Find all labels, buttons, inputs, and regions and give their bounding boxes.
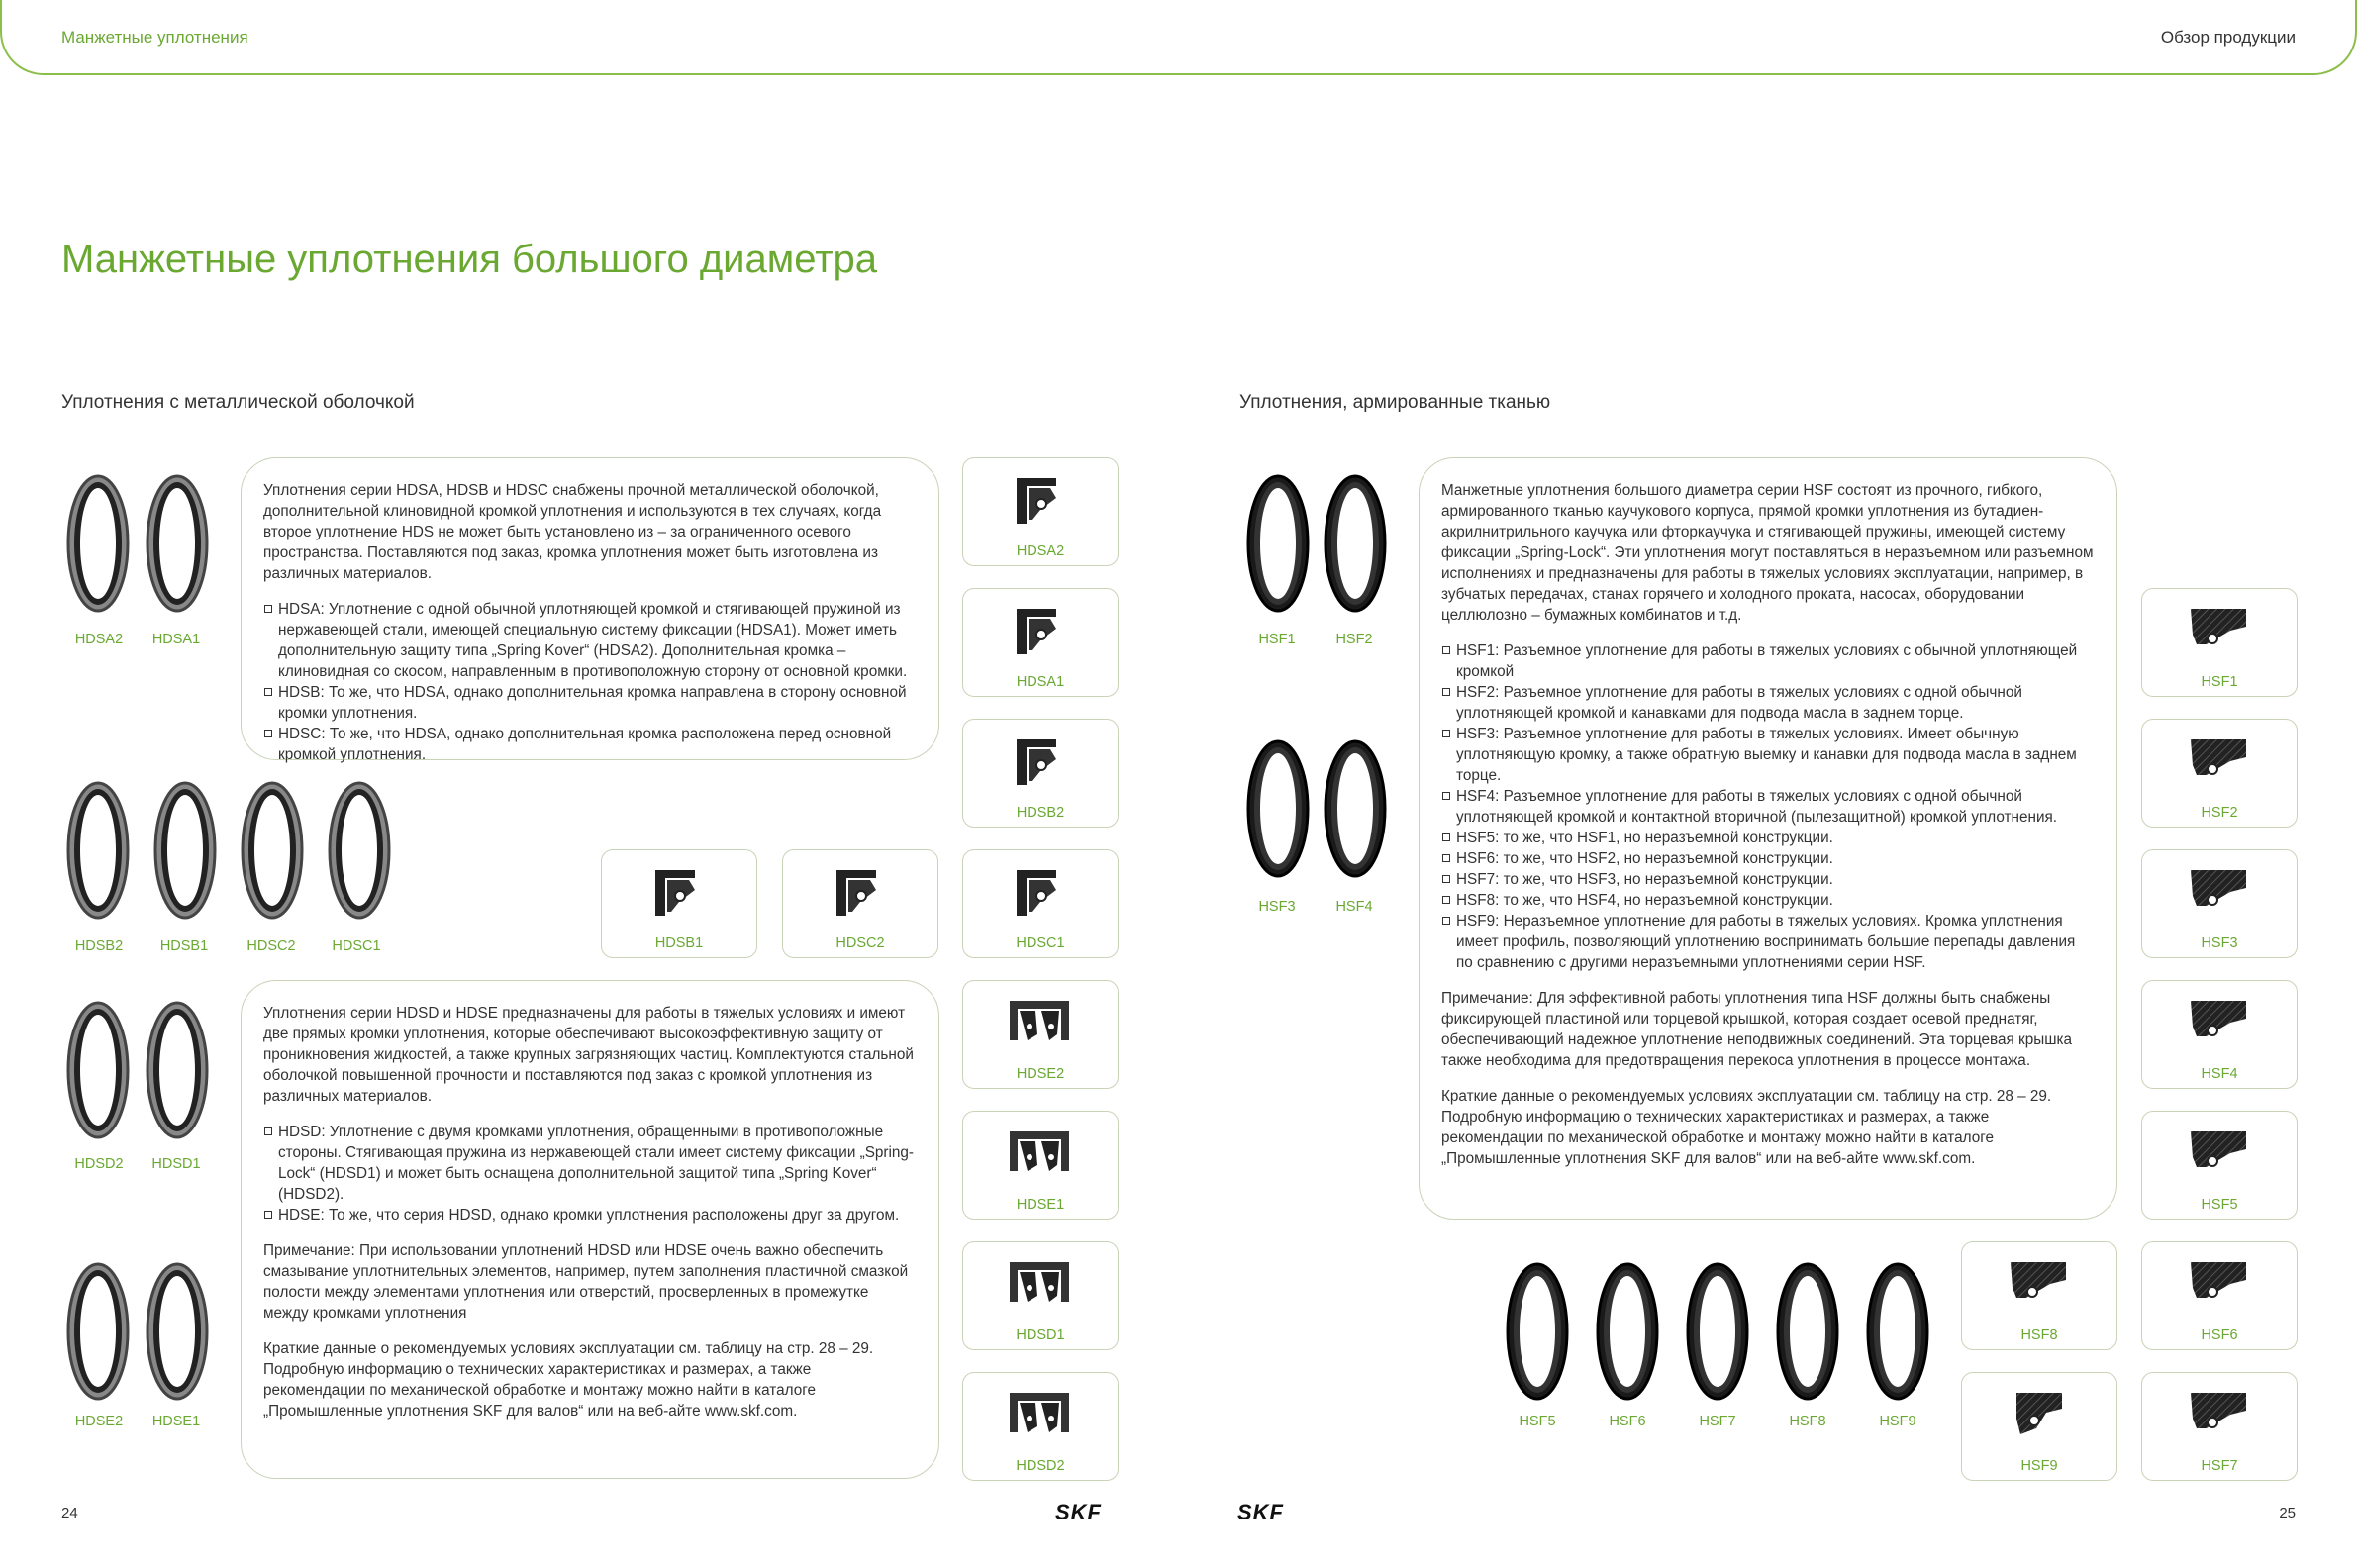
hds-de-description	[241, 980, 939, 1479]
hsf-description	[1419, 457, 2117, 1220]
card-hsf1	[2141, 588, 2298, 697]
seal-section-icon	[1011, 474, 1070, 530]
card-label: HSF7	[2201, 1458, 2238, 1474]
seal-section-icon	[2187, 735, 2252, 791]
card-label: HSF9	[2020, 1458, 2058, 1474]
card-hdsa2	[962, 457, 1119, 566]
seal-section-icon	[1011, 735, 1070, 791]
hds-abc-description	[241, 457, 939, 763]
card-hsf6	[2141, 1241, 2298, 1350]
card-hdsd2	[962, 1372, 1119, 1481]
card-hdsd1	[962, 1241, 1119, 1350]
seal-ring-image	[327, 780, 392, 921]
product-label-hsf8: HSF8	[1789, 1414, 1826, 1429]
header-section-title: Манжетные уплотнения	[61, 28, 248, 47]
card-hsf7	[2141, 1372, 2298, 1481]
list-item: HDSB: То же, что HDSA, однако дополнительная кромка направлена в сторону основной кромки уплотнения.	[263, 682, 917, 724]
seal-section-icon	[2187, 1127, 2252, 1183]
list-item: HSF4: Разъемное уплотнение для работы в тяжелых условиях с одной обычной уплотняющей кромкой и контактной вторичной (пылезащитной) кромкой уплотнения.	[1441, 786, 2095, 828]
seal-ring-image	[145, 1000, 210, 1140]
skf-logo-right: SKF	[1237, 1500, 1284, 1524]
list-item: HDSC: То же, что HDSA, однако дополнительная кромка расположена перед основной кромкой уплотнения.	[263, 724, 917, 765]
hsf-reference: Краткие данные о рекомендуемых условиях эксплуатации см. таблицу на стр. 28 – 29. Подробную информацию о технических характеристиках и размерах, а также рекомендации по механической обработке и монтажу можно найти в каталоге „Промышленные уплотнения SKF для валов“ или на веб-айте www.skf.com.	[1441, 1088, 2052, 1167]
seal-ring-image	[145, 1261, 210, 1402]
list-item: HDSA: Уплотнение с одной обычной уплотняющей кромкой и стягивающей пружиной из нержавеющей стали, имеющей специальную систему фиксации (HDSA1). Может иметь дополнительную защиту типа „Spring Kover“ (HDSA2). Дополнительная кромка – клиновидная со скосом, направленным в противоположную сторону от основной кромки.	[263, 599, 917, 682]
seal-section-icon	[1006, 1389, 1075, 1444]
seal-section-icon	[2187, 997, 2252, 1052]
seal-ring-image	[1685, 1261, 1750, 1402]
seal-ring-image	[65, 1000, 131, 1140]
seal-section-icon	[2187, 1389, 2252, 1444]
card-label: HSF6	[2201, 1327, 2238, 1343]
hds-de-reference: Краткие данные о рекомендуемых условиях эксплуатации см. таблицу на стр. 28 – 29. Подробную информацию о технических характеристиках и размерах, а также рекомендации по механической обработке и монтажу можно найти в каталоге „Промышленные уплотнения SKF для валов“ или на веб-айте www.skf.com.	[263, 1340, 874, 1420]
card-hdse2	[962, 980, 1119, 1089]
product-label-hdse2: HDSE2	[74, 1414, 124, 1429]
card-label: HDSE1	[1016, 1197, 1065, 1213]
hsf-list	[1441, 640, 2095, 973]
hsf-intro: Манжетные уплотнения большого диаметра серии HSF состоят из прочного, гибкого, армированного тканью каучукового корпуса, прямой кромки уплотнения из бутадиен-акрилнитрильного каучука или фторкаучука и стягивающей пружины, имеющей систему фиксации „Spring-Lock“. Эти уплотнения могут поставляться в неразъемном или разъемном исполнениях и предназначены для работы в тяжелых условиях эксплуатации, например, в зубчатых передачах, станах горячего и холодного проката, насосах, оборудовании целлюлозно – бумажных комбинатов и т.д.	[1441, 482, 2094, 624]
seal-ring-image	[1595, 1261, 1660, 1402]
hds-de-list	[263, 1122, 917, 1225]
seal-section-icon	[649, 866, 709, 922]
card-label: HDSA2	[1016, 543, 1065, 559]
seal-section-icon	[831, 866, 890, 922]
seal-ring-image	[1245, 473, 1311, 614]
header-chapter-title: Обзор продукции	[2160, 28, 2296, 47]
card-label: HDSD2	[1016, 1458, 1065, 1474]
list-item: HSF8: то же, что HSF4, но неразъемной конструкции.	[1441, 890, 2095, 911]
skf-logo-left: SKF	[1055, 1500, 1102, 1524]
list-item: HSF2: Разъемное уплотнение для работы в тяжелых условиях с одной обычной уплотняющей кромкой и канавками для подвода масла в заднем торце.	[1441, 682, 2095, 724]
product-label-hsf1: HSF1	[1258, 632, 1296, 647]
product-label-hdsc1: HDSC1	[332, 938, 381, 954]
list-item: HSF5: то же, что HSF1, но неразъемной конструкции.	[1441, 828, 2095, 848]
hsf-note: Примечание: Для эффективной работы уплотнения типа HSF должны быть снабжены фиксирующей пластиной или торцевой крышкой, которая создает осевой преднатяг, обеспечивающий надежное уплотнение неподвижных соединений. Эта торцевая крышка также необходима для предотвращения перекоса уплотнения в процессе монтажа.	[1441, 990, 2073, 1069]
product-label-hdsb1: HDSB1	[159, 938, 209, 954]
right-subtitle: Уплотнения, армированные тканью	[1239, 392, 1551, 413]
card-label: HDSA1	[1016, 674, 1065, 690]
product-label-hdsc2: HDSC2	[246, 938, 296, 954]
hds-de-intro: Уплотнения серии HDSD и HDSE предназначены для работы в тяжелых условиях и имеют две прямых кромки уплотнения, которые обеспечивают высокоэффективную защиту от проникновения жидкостей, а также крупных загрязняющих частиц. Комплектуются стальной оболочкой повышенной прочности и поставляются под заказ с кромкой уплотнения из различных материалов.	[263, 1005, 914, 1105]
seal-section-icon	[1006, 1127, 1075, 1183]
product-label-hsf7: HSF7	[1699, 1414, 1736, 1429]
hds-de-note: Примечание: При использовании уплотнений HDSD или HDSE очень важно обеспечить смазывание уплотнительных элементов, например, путем заполнения пластичной смазкой полости между элементами уплотнения или отверстий, просверленных в промежутке между кромками уплотнения	[263, 1242, 909, 1322]
card-label: HSF4	[2201, 1066, 2238, 1082]
seal-ring-image	[1775, 1261, 1840, 1402]
card-hsf2	[2141, 719, 2298, 828]
seal-ring-image	[1323, 473, 1388, 614]
list-item: HSF6: то же, что HSF2, но неразъемной конструкции.	[1441, 848, 2095, 869]
page-number-right: 25	[2279, 1505, 2296, 1521]
card-label: HDSB1	[654, 935, 704, 951]
product-label-hsf2: HSF2	[1335, 632, 1373, 647]
card-hdse1	[962, 1111, 1119, 1220]
seal-ring-image	[1505, 1261, 1570, 1402]
card-label: HSF1	[2201, 674, 2238, 690]
card-label: HDSE2	[1016, 1066, 1065, 1082]
seal-section-icon	[1006, 1258, 1075, 1314]
card-label: HDSC1	[1016, 935, 1065, 951]
product-label-hsf3: HSF3	[1258, 899, 1296, 915]
seal-section-icon	[2007, 1258, 2072, 1314]
seal-ring-image	[65, 1261, 131, 1402]
hds-abc-intro: Уплотнения серии HDSA, HDSB и HDSC снабжены прочной металлической оболочкой, дополнительной клиновидной кромкой уплотнения и используются в тех случаях, когда второе уплотнение HDS не может быть установлено из – за ограниченного осевого пространства. Поставляются под заказ, кромка уплотнения может быть изготовлена из различных материалов.	[263, 482, 882, 582]
seal-section-icon	[2187, 866, 2252, 922]
list-item: HSF1: Разъемное уплотнение для работы в тяжелых условиях с обычной уплотняющей кромкой	[1441, 640, 2095, 682]
card-hdsb1	[601, 849, 757, 958]
product-label-hdsa1: HDSA1	[151, 632, 201, 647]
card-hdsc1	[962, 849, 1119, 958]
card-label: HSF3	[2201, 935, 2238, 951]
product-label-hdsb2: HDSB2	[74, 938, 124, 954]
list-item: HDSD: Уплотнение с двумя кромками уплотнения, обращенными в противоположные стороны. Стягивающая пружина из нержавеющей стали имеет систему фиксации „Spring-Lock“ (HDSD1) и может быть оснащена дополнительной защитой типа „Spring Kover“ (HDSD2).	[263, 1122, 917, 1205]
card-hdsc2	[782, 849, 938, 958]
left-subtitle: Уплотнения с металлической оболочкой	[61, 392, 415, 413]
card-label: HSF5	[2201, 1197, 2238, 1213]
card-hdsb2	[962, 719, 1119, 828]
product-label-hdsa2: HDSA2	[74, 632, 124, 647]
seal-section-icon	[1011, 605, 1070, 660]
seal-section-icon	[1006, 997, 1075, 1052]
seal-section-icon	[2007, 1389, 2072, 1444]
seal-section-icon	[2187, 605, 2252, 660]
list-item: HSF7: то же, что HSF3, но неразъемной конструкции.	[1441, 869, 2095, 890]
card-label: HSF8	[2020, 1327, 2058, 1343]
card-label: HDSC2	[835, 935, 885, 951]
seal-ring-image	[65, 780, 131, 921]
card-label: HDSB2	[1016, 805, 1065, 821]
product-label-hsf6: HSF6	[1609, 1414, 1646, 1429]
card-hsf4	[2141, 980, 2298, 1089]
product-label-hdsd1: HDSD1	[151, 1156, 201, 1172]
card-hsf9	[1961, 1372, 2117, 1481]
seal-ring-image	[145, 473, 210, 614]
page-number-left: 24	[61, 1505, 78, 1521]
product-label-hsf5: HSF5	[1519, 1414, 1556, 1429]
product-label-hdse1: HDSE1	[151, 1414, 201, 1429]
card-hdsa1	[962, 588, 1119, 697]
seal-section-icon	[1011, 866, 1070, 922]
product-label-hsf9: HSF9	[1879, 1414, 1916, 1429]
seal-ring-image	[65, 473, 131, 614]
card-label: HDSD1	[1016, 1327, 1065, 1343]
list-item: HSF3: Разъемное уплотнение для работы в тяжелых условиях. Имеет обычную уплотняющую кромку, а также обратную выемку и канавки для подвода масла в заднем торце.	[1441, 724, 2095, 786]
list-item: HSF9: Неразъемное уплотнение для работы в тяжелых условиях. Кромка уплотнения имеет профиль, позволяющий уплотнению воспринимать большие перепады давления по сравнению с другими неразъемными уплотнениями серии HSF.	[1441, 911, 2095, 973]
seal-ring-image	[240, 780, 305, 921]
list-item: HDSE: То же, что серия HDSD, однако кромки уплотнения расположены друг за другом.	[263, 1205, 917, 1225]
seal-section-icon	[2187, 1258, 2252, 1314]
card-hsf3	[2141, 849, 2298, 958]
seal-ring-image	[1865, 1261, 1930, 1402]
product-label-hsf4: HSF4	[1335, 899, 1373, 915]
card-hsf5	[2141, 1111, 2298, 1220]
seal-ring-image	[1245, 738, 1311, 879]
seal-ring-image	[1323, 738, 1388, 879]
hds-abc-list	[263, 599, 917, 765]
product-label-hdsd2: HDSD2	[74, 1156, 124, 1172]
card-label: HSF2	[2201, 805, 2238, 821]
card-hsf8	[1961, 1241, 2117, 1350]
page-title: Манжетные уплотнения большого диаметра	[61, 238, 878, 281]
header-rule	[0, 0, 2357, 75]
seal-ring-image	[152, 780, 218, 921]
